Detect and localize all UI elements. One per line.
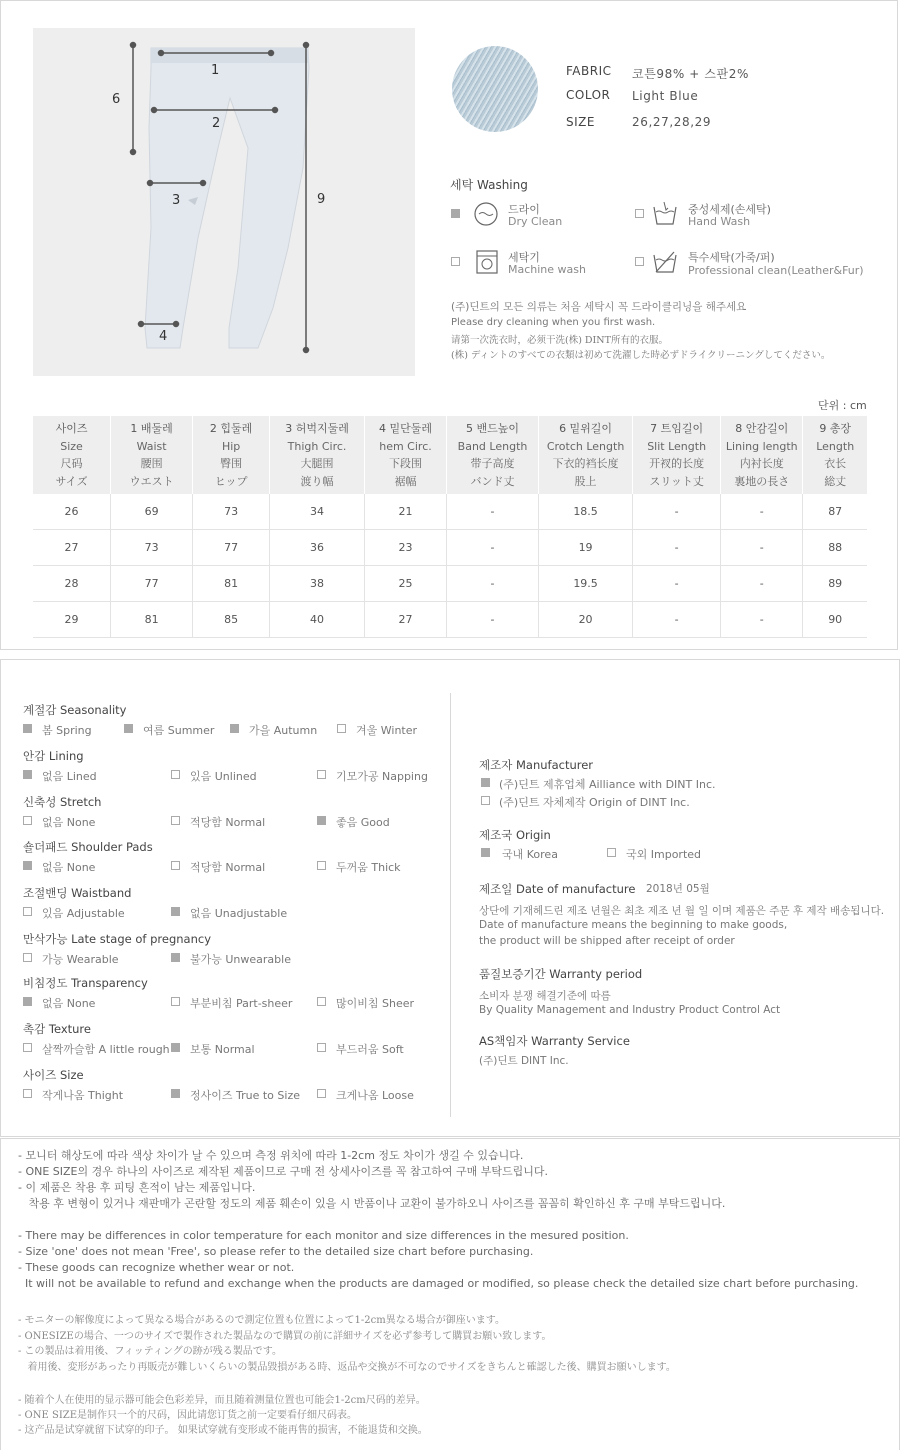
table-cell: 27 (364, 602, 446, 638)
property-title: 촉감 Texture (23, 1022, 91, 1036)
property-checkbox (337, 724, 346, 733)
date-note-ko: 상단에 기재헤드린 제조 년월은 최초 제조 년 월 일 이며 제품은 주문 후 제작 배송됩니다. (479, 905, 885, 917)
machine-wash-en: Machine wash (508, 263, 586, 276)
manufacturer-alliance-checkbox (481, 778, 490, 787)
property-checkbox (23, 861, 32, 870)
table-cell: 28 (33, 566, 111, 602)
notice-line: - ONE SIZE是制作只一个的尺码，因此请您订货之前一定要看仔细尺码表。 (18, 1410, 358, 1421)
table-cell: - (633, 494, 721, 530)
manufacturer-origin-checkbox (481, 796, 490, 805)
table-cell: 21 (364, 494, 446, 530)
warranty-en: By Quality Management and Industry Product Control Act (479, 1004, 781, 1016)
machine-wash-checkbox (451, 257, 460, 266)
manufacturer-origin-label: (주)딘트 자체제작 Origin of DINT Inc. (499, 796, 690, 809)
header-lining: 8 안감길이 Lining length 内衬长度 裏地の長さ (721, 416, 803, 494)
table-cell: - (446, 602, 538, 638)
table-cell: - (721, 566, 803, 602)
property-title: 계절감 Seasonality (23, 703, 127, 717)
table-cell: 77 (111, 566, 193, 602)
dry-clean-en: Dry Clean (508, 215, 563, 228)
table-row (33, 494, 867, 530)
professional-clean-en: Professional clean(Leather&Fur) (688, 264, 864, 277)
notice-line: - These goods can recognize whether wear or not. (18, 1261, 295, 1274)
property-option-label: 적당함 Normal (190, 861, 266, 874)
origin-korea-checkbox (481, 848, 490, 857)
notice-line: - モニターの解像度によって異なる場合があるので測定位置も位置によって1-2cm異なる場合が御座います。 (18, 1315, 505, 1326)
date-note-en-1: Date of manufacture means the beginning to make goods, (479, 919, 788, 931)
as-title: AS책임자 Warranty Service (479, 1034, 630, 1048)
header-length: 9 총장 Length 衣长 総丈 (803, 416, 867, 494)
property-checkbox (171, 1043, 180, 1052)
property-option-label: 정사이즈 True to Size (190, 1089, 300, 1102)
color-value: Light Blue (632, 89, 699, 103)
property-option-label: 보통 Normal (190, 1043, 255, 1056)
table-cell: - (721, 530, 803, 566)
fabric-label: FABRIC (566, 64, 612, 78)
wash-note-ja: (株) ディントのすべての衣類は初めて洗濯した時必ずドライクリーニングしてください。 (451, 350, 831, 361)
origin-title: 제조국 Origin (479, 828, 551, 842)
table-cell: 34 (270, 494, 365, 530)
notice-line: - ONE SIZE의 경우 하나의 사이즈로 제작된 제품이므로 구매 전 상세사이즈를 꼭 참고하여 구매 부탁드립니다. (18, 1165, 549, 1178)
table-cell: 19.5 (539, 566, 633, 602)
as-value: (주)딘트 DINT Inc. (479, 1055, 569, 1067)
property-option-label: 가능 Wearable (42, 953, 119, 966)
header-thigh: 3 허벅지둘레 Thigh Circ. 大腿围 渡り幅 (270, 416, 365, 494)
property-checkbox (23, 997, 32, 1006)
property-option-label: 봄 Spring (42, 724, 92, 737)
property-option-label: 있음 Unlined (190, 770, 257, 783)
property-option-label: 크게나옴 Loose (336, 1089, 414, 1102)
header-hip: 2 힙둘레 Hip 臀围 ヒップ (193, 416, 270, 494)
wash-note-zh: 请第一次洗衣时，必须干洗(株) DINT所有的衣服。 (451, 335, 668, 346)
property-checkbox (23, 1089, 32, 1098)
wash-note-ko: (주)딘트의 모든 의류는 처음 세탁시 꼭 드라이클리닝을 해주세요 (451, 301, 747, 313)
table-cell: 77 (193, 530, 270, 566)
table-cell: - (633, 602, 721, 638)
table-cell: - (446, 530, 538, 566)
property-checkbox (171, 1089, 180, 1098)
measure-9-label: 9 (317, 192, 326, 207)
table-cell: 87 (803, 494, 867, 530)
table-cell: 69 (111, 494, 193, 530)
property-checkbox (171, 907, 180, 916)
property-option-label: 부드러움 Soft (336, 1043, 404, 1056)
table-row (33, 566, 867, 602)
professional-clean-icon (652, 248, 678, 274)
dry-clean-checkbox (451, 209, 460, 218)
measure-3-label: 3 (172, 193, 181, 208)
table-cell: 20 (539, 602, 633, 638)
property-checkbox (317, 1089, 326, 1098)
property-checkbox (317, 816, 326, 825)
table-cell: - (446, 566, 538, 602)
size-label: SIZE (566, 115, 595, 129)
panel-divider (450, 693, 451, 1117)
measure-6-label: 6 (112, 92, 121, 107)
hand-wash-ko: 중성세제(손세탁) (688, 203, 771, 216)
table-cell: 29 (33, 602, 111, 638)
table-cell: 19 (539, 530, 633, 566)
property-checkbox (23, 816, 32, 825)
notice-line: 착용 후 변형이 있거나 재판매가 곤란할 정도의 제품 훼손이 있을 시 반품이나 교환이 불가하오니 사이즈를 꼼꼼히 확인하신 후 구매 부탁드립니다. (18, 1197, 726, 1210)
size-value: 26,27,28,29 (632, 115, 712, 129)
notice-line: - There may be differences in color temperature for each monitor and size differences in the mesured position. (18, 1229, 629, 1242)
header-band: 5 밴드높이 Band Length 带子高度 バンド丈 (446, 416, 538, 494)
table-cell: 81 (193, 566, 270, 602)
notice-line: - 这产品是试穿就留下试穿的印子。 如果试穿就有变形或不能再售的损害，不能退货和交换。 (18, 1425, 428, 1436)
property-checkbox (23, 724, 32, 733)
table-cell: 36 (270, 530, 365, 566)
table-cell: 89 (803, 566, 867, 602)
table-row (33, 602, 867, 638)
property-title: 만삭가능 Late stage of pregnancy (23, 932, 212, 946)
table-cell: 85 (193, 602, 270, 638)
property-checkbox (23, 1043, 32, 1052)
property-checkbox (317, 861, 326, 870)
property-checkbox (124, 724, 133, 733)
table-cell: - (633, 530, 721, 566)
property-title: 안감 Lining (23, 749, 84, 763)
property-option-label: 기모가공 Napping (336, 770, 428, 783)
property-option-label: 없음 None (42, 816, 96, 829)
table-cell: 90 (803, 602, 867, 638)
notice-line: - ONESIZEの場合、一つのサイズで製作された製品なので購買の前に詳細サイズを必ず参考して購買お願い致します。 (18, 1330, 552, 1342)
property-option-label: 없음 Unadjustable (190, 907, 288, 920)
header-waist: 1 배둘레 Waist 腰围 ウエスト (111, 416, 193, 494)
color-label: COLOR (566, 88, 611, 102)
origin-imported-checkbox (607, 848, 616, 857)
table-cell: - (633, 566, 721, 602)
property-checkbox (171, 861, 180, 870)
property-option-label: 없음 None (42, 861, 96, 874)
notice-line: - 이 제품은 착용 후 피팅 흔적이 남는 제품입니다. (18, 1181, 256, 1194)
table-cell: - (721, 602, 803, 638)
table-cell: 81 (111, 602, 193, 638)
hand-wash-en: Hand Wash (688, 215, 751, 228)
table-cell: 73 (193, 494, 270, 530)
wash-note-en: Please dry cleaning when you first wash. (451, 317, 656, 328)
date-value: 2018년 05월 (646, 883, 710, 895)
table-cell: 40 (270, 602, 365, 638)
fabric-swatch (452, 46, 538, 132)
property-title: 신축성 Stretch (23, 795, 102, 809)
warranty-ko: 소비자 분쟁 해결기준에 따름 (479, 990, 611, 1002)
property-checkbox (171, 953, 180, 962)
property-checkbox (171, 816, 180, 825)
machine-wash-ko: 세탁기 (508, 251, 540, 264)
table-cell: 26 (33, 494, 111, 530)
machine-wash-icon (474, 249, 500, 275)
table-row (33, 530, 867, 566)
notice-line: 着用後、変形があったり再販売が難しいくらいの製品毀損がある時、返品や交換が不可なのでサイズをきちんと確認した後、購買お願いします。 (18, 1361, 676, 1373)
property-checkbox (317, 997, 326, 1006)
property-option-label: 없음 Lined (42, 770, 97, 783)
table-cell: 88 (803, 530, 867, 566)
property-option-label: 겨울 Winter (356, 724, 418, 737)
property-checkbox (171, 770, 180, 779)
product-photo (33, 28, 415, 376)
property-title: 비침정도 Transparency (23, 976, 148, 990)
hand-wash-checkbox (635, 209, 644, 218)
property-option-label: 없음 None (42, 997, 96, 1010)
table-cell: 73 (111, 530, 193, 566)
property-option-label: 작게나옴 Thight (42, 1089, 124, 1102)
table-cell: 38 (270, 566, 365, 602)
washing-title: 세탁 Washing (450, 178, 528, 192)
property-option-label: 많이비침 Sheer (336, 997, 415, 1010)
header-hem: 4 밑단둘레 hem Circ. 下段围 裾幅 (364, 416, 446, 494)
header-crotch: 6 밑위길이 Crotch Length 下衣的裆长度 股上 (539, 416, 633, 494)
property-checkbox (23, 953, 32, 962)
hand-wash-icon (652, 200, 678, 226)
property-checkbox (23, 907, 32, 916)
table-cell: 23 (364, 530, 446, 566)
property-option-label: 좋음 Good (336, 816, 390, 829)
size-table (33, 416, 867, 638)
property-option-label: 여름 Summer (143, 724, 215, 737)
header-slit: 7 트임길이 Slit Length 开衩的长度 スリット丈 (633, 416, 721, 494)
property-checkbox (230, 724, 239, 733)
property-checkbox (171, 997, 180, 1006)
notice-line: - 모니터 해상도에 따라 색상 차이가 날 수 있으며 측정 위치에 따라 1-2cm 정도 차이가 생길 수 있습니다. (18, 1149, 524, 1162)
property-option-label: 부분비침 Part-sheer (190, 997, 293, 1010)
professional-clean-ko: 특수세탁(가죽/퍼) (688, 251, 775, 264)
property-option-label: 두꺼움 Thick (336, 861, 401, 874)
notice-line: - Size 'one' does not mean 'Free', so please refer to the detailed size chart before purchasing. (18, 1245, 534, 1258)
professional-clean-checkbox (635, 257, 644, 266)
warranty-title: 품질보증기간 Warranty period (479, 967, 643, 981)
measure-4-label: 4 (159, 329, 168, 344)
dry-clean-icon (473, 201, 499, 227)
table-cell: - (721, 494, 803, 530)
table-cell: 27 (33, 530, 111, 566)
property-title: 숄더패드 Shoulder Pads (23, 840, 153, 854)
measure-1-label: 1 (211, 63, 220, 78)
property-option-label: 살짝까슬함 A little rough (42, 1043, 170, 1056)
date-note-en-2: the product will be shipped after receipt of order (479, 935, 735, 947)
jeans-illustration (33, 28, 415, 376)
notice-line: - この製品は着用後、フィッティングの跡が残る製品です。 (18, 1346, 282, 1357)
size-table-header (33, 416, 867, 494)
property-option-label: 적당함 Normal (190, 816, 266, 829)
origin-imported-label: 국외 Imported (626, 848, 702, 861)
fabric-value: 코튼98% + 스판2% (632, 67, 749, 81)
manufacturer-alliance-label: (주)딘트 제휴업체 Ailliance with DINT Inc. (499, 778, 716, 791)
property-checkbox (317, 1043, 326, 1052)
header-size: 사이즈 Size 尺码 サイズ (33, 416, 111, 494)
table-cell: 18.5 (539, 494, 633, 530)
unit-label: 단위 : cm (818, 399, 867, 412)
dry-clean-ko: 드라이 (508, 203, 540, 216)
property-checkbox (23, 770, 32, 779)
origin-korea-label: 국내 Korea (502, 848, 558, 861)
table-cell: - (446, 494, 538, 530)
property-option-label: 있음 Adjustable (42, 907, 125, 920)
notice-line: It will not be available to refund and exchange when the products are damaged or modified, so please check the detailed size chart before purchasing. (18, 1277, 859, 1290)
notice-line: - 随着个人在使用的显示器可能会色彩差异，而且随着测量位置也可能会1-2cm尺码的差异。 (18, 1395, 426, 1406)
property-title: 조절밴딩 Waistband (23, 886, 132, 900)
property-option-label: 가을 Autumn (249, 724, 318, 737)
property-option-label: 불가능 Unwearable (190, 953, 291, 966)
date-title: 제조일 Date of manufacture (479, 882, 636, 896)
measure-2-label: 2 (212, 116, 221, 131)
property-checkbox (317, 770, 326, 779)
table-cell: 25 (364, 566, 446, 602)
manufacturer-title: 제조자 Manufacturer (479, 758, 594, 772)
property-title: 사이즈 Size (23, 1068, 84, 1082)
